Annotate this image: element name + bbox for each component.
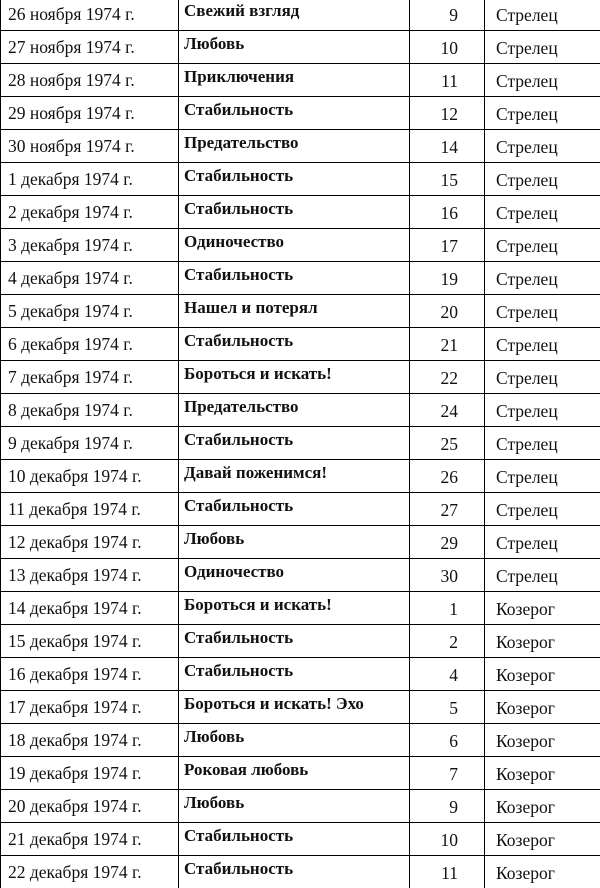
title-cell: Одиночество bbox=[179, 559, 410, 592]
number-cell: 12 bbox=[410, 97, 485, 130]
number-cell: 9 bbox=[410, 790, 485, 823]
date-cell: 29 ноября 1974 г. bbox=[1, 97, 179, 130]
title-cell: Стабильность bbox=[179, 97, 410, 130]
table-row bbox=[1, 328, 600, 361]
zodiac-sign-cell: Стрелец bbox=[485, 130, 600, 163]
table-row bbox=[1, 757, 600, 790]
zodiac-sign-cell: Козерог bbox=[485, 592, 600, 625]
number-cell: 30 bbox=[410, 559, 485, 592]
number-cell: 11 bbox=[410, 856, 485, 888]
zodiac-sign-cell: Козерог bbox=[485, 823, 600, 856]
number-cell: 27 bbox=[410, 493, 485, 526]
table-row bbox=[1, 97, 600, 130]
number-cell: 26 bbox=[410, 460, 485, 493]
zodiac-sign-cell: Стрелец bbox=[485, 31, 600, 64]
date-cell: 21 декабря 1974 г. bbox=[1, 823, 179, 856]
date-cell: 30 ноября 1974 г. bbox=[1, 130, 179, 163]
number-cell: 20 bbox=[410, 295, 485, 328]
date-cell: 27 ноября 1974 г. bbox=[1, 31, 179, 64]
table-row bbox=[1, 262, 600, 295]
number-cell: 22 bbox=[410, 361, 485, 394]
zodiac-sign-cell: Стрелец bbox=[485, 493, 600, 526]
zodiac-sign-cell: Стрелец bbox=[485, 361, 600, 394]
number-cell: 10 bbox=[410, 823, 485, 856]
zodiac-sign-cell: Стрелец bbox=[485, 394, 600, 427]
title-cell: Стабильность bbox=[179, 493, 410, 526]
title-cell: Давай поженимся! bbox=[179, 460, 410, 493]
number-cell: 17 bbox=[410, 229, 485, 262]
number-cell: 19 bbox=[410, 262, 485, 295]
number-cell: 16 bbox=[410, 196, 485, 229]
table-row bbox=[1, 493, 600, 526]
zodiac-sign-cell: Козерог bbox=[485, 790, 600, 823]
number-cell: 14 bbox=[410, 130, 485, 163]
table-row bbox=[1, 856, 600, 888]
zodiac-sign-cell: Стрелец bbox=[485, 163, 600, 196]
number-cell: 10 bbox=[410, 31, 485, 64]
zodiac-sign-cell: Стрелец bbox=[485, 526, 600, 559]
date-cell: 14 декабря 1974 г. bbox=[1, 592, 179, 625]
table-row bbox=[1, 394, 600, 427]
title-cell: Предательство bbox=[179, 130, 410, 163]
date-cell: 22 декабря 1974 г. bbox=[1, 856, 179, 888]
title-cell: Нашел и потерял bbox=[179, 295, 410, 328]
zodiac-sign-cell: Стрелец bbox=[485, 97, 600, 130]
table-row bbox=[1, 691, 600, 724]
table-row bbox=[1, 460, 600, 493]
date-cell: 4 декабря 1974 г. bbox=[1, 262, 179, 295]
table-row bbox=[1, 130, 600, 163]
title-cell: Любовь bbox=[179, 724, 410, 757]
number-cell: 9 bbox=[410, 0, 485, 31]
table-row bbox=[1, 790, 600, 823]
table-row bbox=[1, 427, 600, 460]
title-cell: Бороться и искать! bbox=[179, 592, 410, 625]
zodiac-sign-cell: Стрелец bbox=[485, 229, 600, 262]
zodiac-sign-cell: Стрелец bbox=[485, 328, 600, 361]
date-cell: 17 декабря 1974 г. bbox=[1, 691, 179, 724]
title-cell: Свежий взгляд bbox=[179, 0, 410, 31]
zodiac-sign-cell: Стрелец bbox=[485, 460, 600, 493]
date-cell: 13 декабря 1974 г. bbox=[1, 559, 179, 592]
number-cell: 29 bbox=[410, 526, 485, 559]
date-cell: 1 декабря 1974 г. bbox=[1, 163, 179, 196]
zodiac-sign-cell: Стрелец bbox=[485, 262, 600, 295]
number-cell: 4 bbox=[410, 658, 485, 691]
date-cell: 12 декабря 1974 г. bbox=[1, 526, 179, 559]
zodiac-sign-cell: Козерог bbox=[485, 856, 600, 888]
zodiac-sign-cell: Козерог bbox=[485, 691, 600, 724]
number-cell: 25 bbox=[410, 427, 485, 460]
title-cell: Роковая любовь bbox=[179, 757, 410, 790]
date-cell: 28 ноября 1974 г. bbox=[1, 64, 179, 97]
number-cell: 24 bbox=[410, 394, 485, 427]
table-row bbox=[1, 658, 600, 691]
date-cell: 7 декабря 1974 г. bbox=[1, 361, 179, 394]
date-cell: 6 декабря 1974 г. bbox=[1, 328, 179, 361]
table-row bbox=[1, 823, 600, 856]
table-row bbox=[1, 163, 600, 196]
title-cell: Бороться и искать! bbox=[179, 361, 410, 394]
table-row bbox=[1, 229, 600, 262]
date-cell: 18 декабря 1974 г. bbox=[1, 724, 179, 757]
title-cell: Приключения bbox=[179, 64, 410, 97]
zodiac-sign-cell: Козерог bbox=[485, 724, 600, 757]
number-cell: 21 bbox=[410, 328, 485, 361]
number-cell: 1 bbox=[410, 592, 485, 625]
title-cell: Стабильность bbox=[179, 625, 410, 658]
number-cell: 7 bbox=[410, 757, 485, 790]
title-cell: Стабильность bbox=[179, 196, 410, 229]
table-row bbox=[1, 31, 600, 64]
title-cell: Стабильность bbox=[179, 262, 410, 295]
date-cell: 19 декабря 1974 г. bbox=[1, 757, 179, 790]
zodiac-sign-cell: Козерог bbox=[485, 658, 600, 691]
zodiac-sign-cell: Стрелец bbox=[485, 559, 600, 592]
number-cell: 11 bbox=[410, 64, 485, 97]
zodiac-sign-cell: Козерог bbox=[485, 625, 600, 658]
table-row bbox=[1, 196, 600, 229]
table-row bbox=[1, 559, 600, 592]
table-row bbox=[1, 361, 600, 394]
zodiac-sign-cell: Стрелец bbox=[485, 295, 600, 328]
title-cell: Стабильность bbox=[179, 328, 410, 361]
title-cell: Стабильность bbox=[179, 163, 410, 196]
date-cell: 2 декабря 1974 г. bbox=[1, 196, 179, 229]
dates-table-body bbox=[1, 0, 600, 888]
table-row bbox=[1, 724, 600, 757]
date-cell: 8 декабря 1974 г. bbox=[1, 394, 179, 427]
title-cell: Стабильность bbox=[179, 427, 410, 460]
date-cell: 5 декабря 1974 г. bbox=[1, 295, 179, 328]
date-cell: 10 декабря 1974 г. bbox=[1, 460, 179, 493]
zodiac-sign-cell: Стрелец bbox=[485, 64, 600, 97]
title-cell: Стабильность bbox=[179, 658, 410, 691]
table-row bbox=[1, 625, 600, 658]
date-cell: 16 декабря 1974 г. bbox=[1, 658, 179, 691]
date-cell: 26 ноября 1974 г. bbox=[1, 0, 179, 31]
table-row bbox=[1, 592, 600, 625]
title-cell: Бороться и искать! Эхо bbox=[179, 691, 410, 724]
date-cell: 9 декабря 1974 г. bbox=[1, 427, 179, 460]
number-cell: 5 bbox=[410, 691, 485, 724]
table-row bbox=[1, 0, 600, 31]
title-cell: Любовь bbox=[179, 790, 410, 823]
zodiac-sign-cell: Стрелец bbox=[485, 196, 600, 229]
date-cell: 3 декабря 1974 г. bbox=[1, 229, 179, 262]
title-cell: Предательство bbox=[179, 394, 410, 427]
date-cell: 15 декабря 1974 г. bbox=[1, 625, 179, 658]
date-cell: 11 декабря 1974 г. bbox=[1, 493, 179, 526]
number-cell: 15 bbox=[410, 163, 485, 196]
zodiac-sign-cell: Козерог bbox=[485, 757, 600, 790]
table-row bbox=[1, 295, 600, 328]
zodiac-sign-cell: Стрелец bbox=[485, 427, 600, 460]
title-cell: Любовь bbox=[179, 526, 410, 559]
number-cell: 2 bbox=[410, 625, 485, 658]
table-row bbox=[1, 64, 600, 97]
title-cell: Любовь bbox=[179, 31, 410, 64]
table-row bbox=[1, 526, 600, 559]
title-cell: Стабильность bbox=[179, 856, 410, 888]
number-cell: 6 bbox=[410, 724, 485, 757]
title-cell: Стабильность bbox=[179, 823, 410, 856]
title-cell: Одиночество bbox=[179, 229, 410, 262]
zodiac-sign-cell: Стрелец bbox=[485, 0, 600, 31]
date-cell: 20 декабря 1974 г. bbox=[1, 790, 179, 823]
